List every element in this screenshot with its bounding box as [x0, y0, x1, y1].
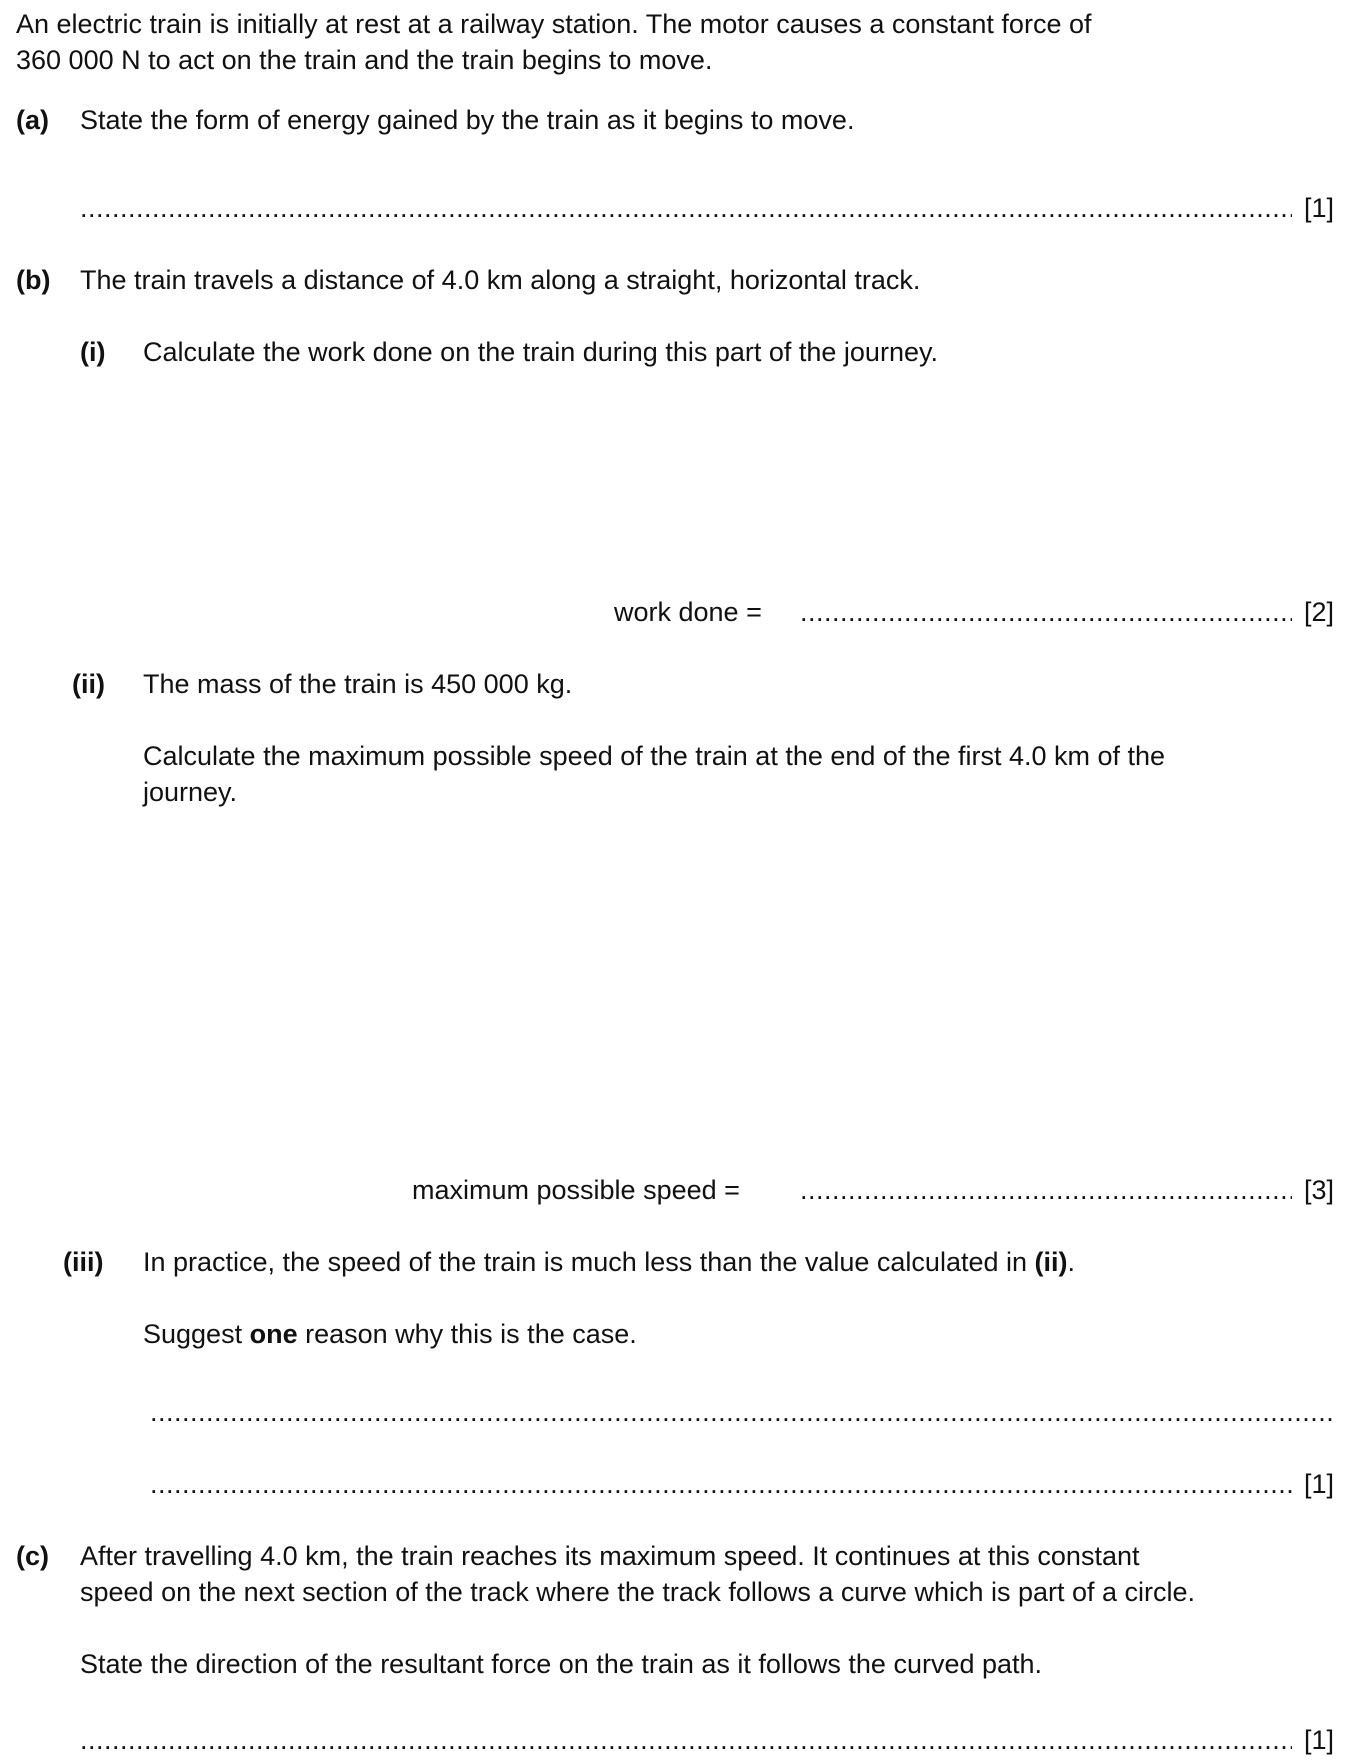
part-b-iii-answer-line-2[interactable] — [150, 1466, 1292, 1502]
part-b-label: (b) — [16, 265, 51, 295]
part-a-answer-line[interactable] — [80, 190, 1292, 226]
part-b-iii-question-post: reason why this is the case. — [297, 1319, 637, 1349]
intro-text — [16, 6, 1334, 78]
part-b-iii-statement-ref: (ii) — [1034, 1247, 1068, 1277]
part-c-statement-line-2: speed on the next section of the track where the track follows a curve which is part of a circle. — [80, 1577, 1196, 1607]
part-c-statement — [80, 1538, 1334, 1610]
part-a-label: (a) — [16, 105, 49, 135]
part-b-iii-question-pre: Suggest — [143, 1319, 250, 1349]
part-a-question: State the form of energy gained by the train as it begins to move. — [80, 105, 855, 135]
part-b-ii-answer-line[interactable] — [800, 1172, 1292, 1208]
part-c-question: State the direction of the resultant force on the train as it follows the curved path. — [80, 1649, 1043, 1679]
part-b-ii-question-line-1: Calculate the maximum possible speed of the train at the end of the first 4.0 km of the — [143, 741, 1166, 771]
intro-line-2: 360 000 N to act on the train and the train begins to move. — [16, 45, 713, 75]
part-b-ii-mark: [3] — [1303, 1175, 1334, 1205]
part-b-ii-label: (ii) — [72, 669, 105, 699]
part-b-iii-question — [143, 1316, 637, 1352]
part-b-i-label: (i) — [80, 337, 106, 367]
part-b-statement: The train travels a distance of 4.0 km along a straight, horizontal track. — [80, 265, 921, 295]
part-b-ii-question-line-2: journey. — [143, 777, 238, 807]
part-b-iii-label: (iii) — [63, 1247, 104, 1277]
part-c-statement-line-1: After travelling 4.0 km, the train reaches its maximum speed. It continues at this constant — [80, 1541, 1140, 1571]
part-c-answer-line[interactable] — [80, 1722, 1292, 1758]
part-a-mark: [1] — [1303, 193, 1334, 223]
part-b-ii-question — [143, 738, 1334, 810]
part-c-label: (c) — [16, 1541, 49, 1571]
part-b-iii-statement-pre: In practice, the speed of the train is much less than the value calculated in — [143, 1247, 1035, 1277]
part-b-ii-statement: The mass of the train is 450 000 kg. — [143, 669, 573, 699]
part-b-i-mark: [2] — [1303, 597, 1334, 627]
part-b-i-answer-label: work done = — [614, 597, 762, 627]
part-b-iii-statement — [143, 1244, 1075, 1280]
part-c-mark: [1] — [1303, 1725, 1334, 1755]
part-b-i-question: Calculate the work done on the train during this part of the journey. — [143, 337, 938, 367]
part-b-iii-statement-post: . — [1067, 1247, 1076, 1277]
part-b-iii-mark: [1] — [1303, 1469, 1334, 1499]
intro-line-1: An electric train is initially at rest at a railway station. The motor causes a constant force of — [16, 9, 1092, 39]
part-b-iii-question-bold: one — [249, 1319, 298, 1349]
part-b-i-answer-line[interactable] — [800, 594, 1292, 630]
part-b-iii-answer-line-1[interactable] — [150, 1394, 1334, 1430]
part-b-ii-answer-label: maximum possible speed = — [412, 1175, 740, 1205]
